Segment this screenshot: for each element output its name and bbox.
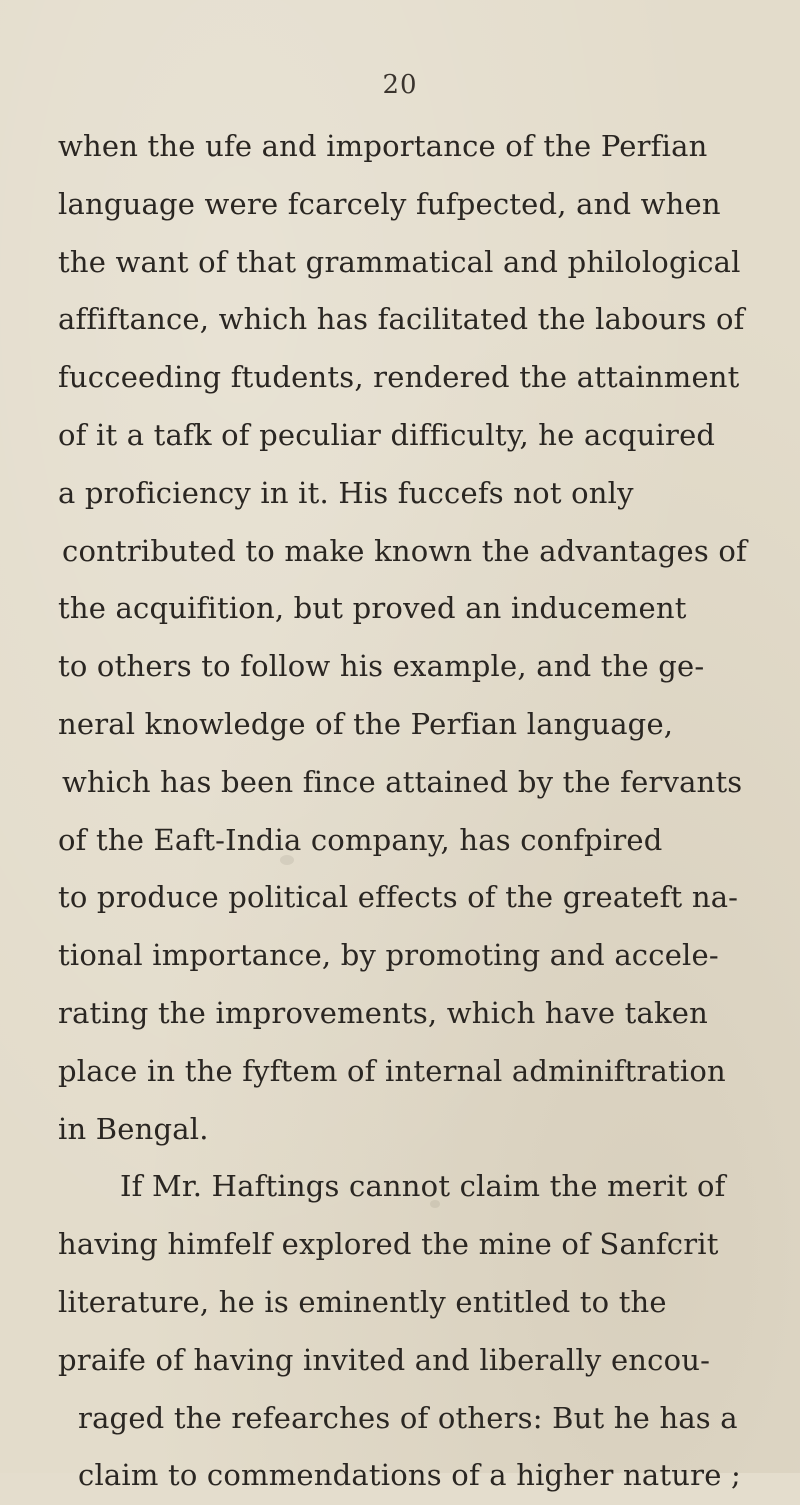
text-line: when the ufe and importance of the Perfian (58, 129, 708, 163)
text-line: contributed to make known the advantages of (62, 533, 747, 568)
text-line: having himfelf explored the mine of Sanfcrit (58, 1227, 719, 1262)
body-text (58, 118, 793, 1505)
text-line: affiftance, which has facilitated the labours of (58, 302, 745, 337)
text-line: a proficiency in it. His fuccefs not only (58, 475, 634, 510)
text-line: which has been fince attained by the fervants (62, 764, 743, 799)
text-line: literature, he is eminently entitled to the (58, 1284, 667, 1319)
text-line: claim to commendations of a higher nature ; (78, 1458, 741, 1493)
text-line: language were fcarcely fufpected, and when (58, 186, 721, 221)
text-line: to produce political effects of the greateft na- (58, 880, 739, 915)
text-line: neral knowledge of the Perfian language, (58, 706, 674, 741)
text-line: of the Eaft-India company, has confpired (58, 822, 663, 857)
text-line: the acquifition, but proved an inducement (58, 591, 687, 626)
page-number: 20 (382, 70, 418, 100)
text-line: to others to follow his example, and the ge- (58, 649, 705, 684)
text-line: praife of having invited and liberally encou- (58, 1342, 711, 1377)
text-line: raged the refearches of others: But he has a (78, 1400, 738, 1435)
text-line: rating the improvements, which have taken (58, 995, 708, 1030)
paragraph-start-line: If Mr. Haftings cannot claim the merit of (120, 1169, 726, 1204)
text-line: tional importance, by promoting and accele- (58, 938, 719, 973)
text-line: of it a tafk of peculiar difficulty, he acquired (58, 417, 716, 452)
text-line: fucceeding ftudents, rendered the attainment (58, 360, 740, 395)
text-line: the want of that grammatical and philological (58, 244, 741, 279)
text-line: place in the fyftem of internal adminiftration (58, 1053, 726, 1088)
text-line: in Bengal. (58, 1111, 209, 1146)
